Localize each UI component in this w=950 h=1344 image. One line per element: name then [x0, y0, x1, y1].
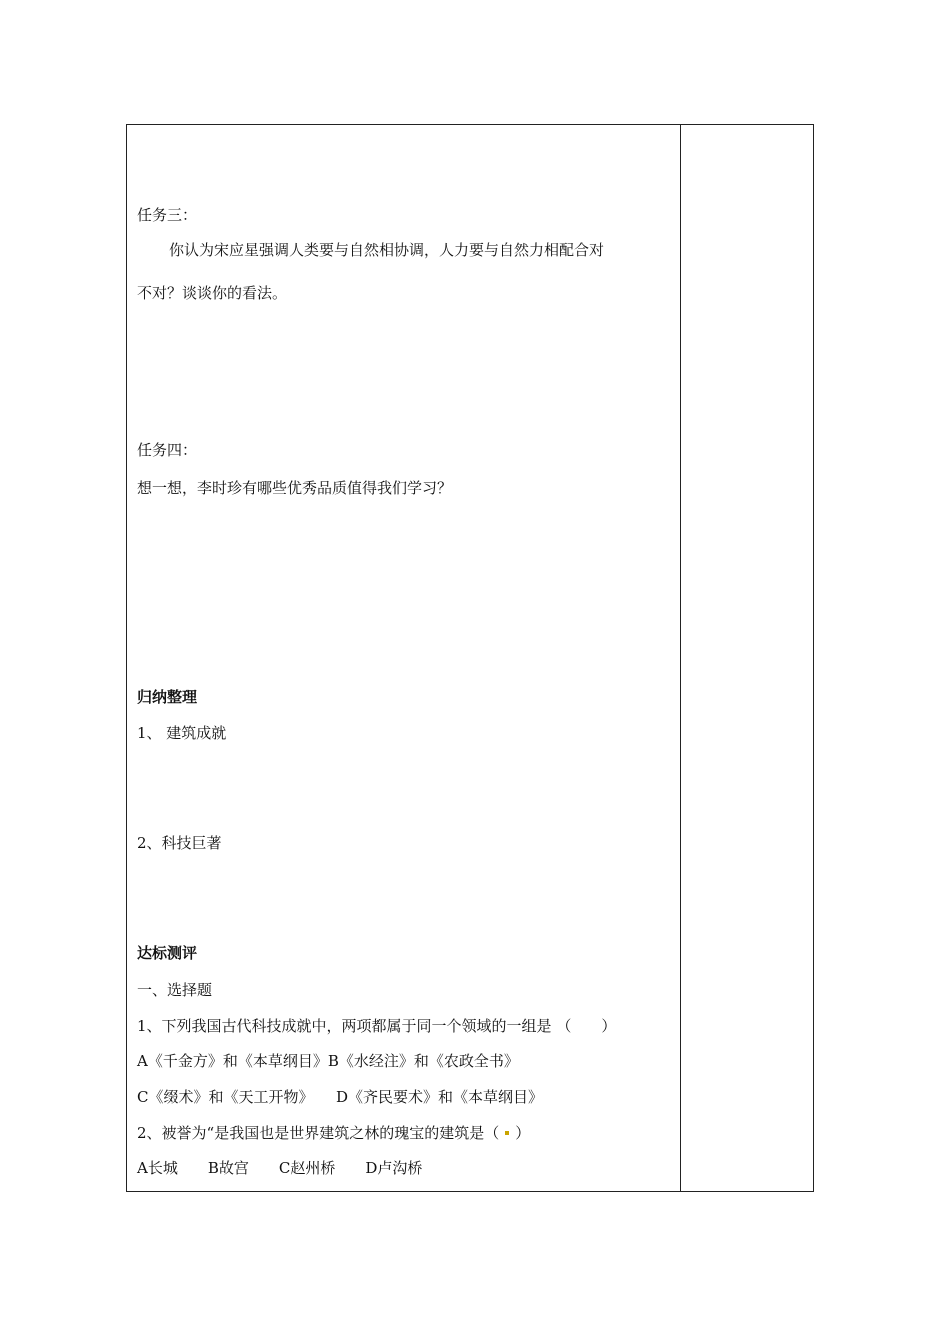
worksheet-table — [126, 124, 814, 1192]
task3-question-line1: 你认为宋应星强调人类要与自然相协调，人力要与自然力相配合对 — [169, 241, 605, 259]
question-2 — [137, 1123, 530, 1143]
task3-question-line2: 不对？谈谈你的看法。 — [137, 284, 288, 302]
summary-heading: 归纳整理 — [137, 688, 198, 706]
question-1-options-cd: C《缀术》和《天工开物》 D《齐民要术》和《本草纲目》 — [137, 1088, 544, 1106]
question-1: 1、下列我国古代科技成就中，两项都属于同一个领域的一组是 （ ） — [137, 1017, 617, 1035]
task3-heading: 任务三： — [137, 206, 198, 224]
assessment-heading: 达标测评 — [137, 944, 198, 962]
task4-question: 想一想，李时珍有哪些优秀品质值得我们学习？ — [137, 479, 453, 497]
summary-item-science-books: 2、科技巨著 — [137, 834, 222, 852]
question-2-options: A长城 B故宫 C赵州桥 D卢沟桥 — [137, 1159, 423, 1177]
question-1-options-ab: A《千金方》和《本草纲目》B《水经注》和《农政全书》 — [137, 1052, 519, 1070]
task4-heading: 任务四： — [137, 441, 198, 459]
choice-section-title: 一、选择题 — [137, 981, 213, 999]
question-2-close-paren: ） — [515, 1124, 531, 1142]
answer-blank-mark — [505, 1131, 509, 1135]
question-2-text: 2、被誉为“是我国也是世界建筑之林的瑰宝的建筑是（ — [137, 1124, 500, 1142]
notes-column — [681, 125, 813, 1191]
summary-item-architecture: 1、 建筑成就 — [137, 724, 227, 742]
